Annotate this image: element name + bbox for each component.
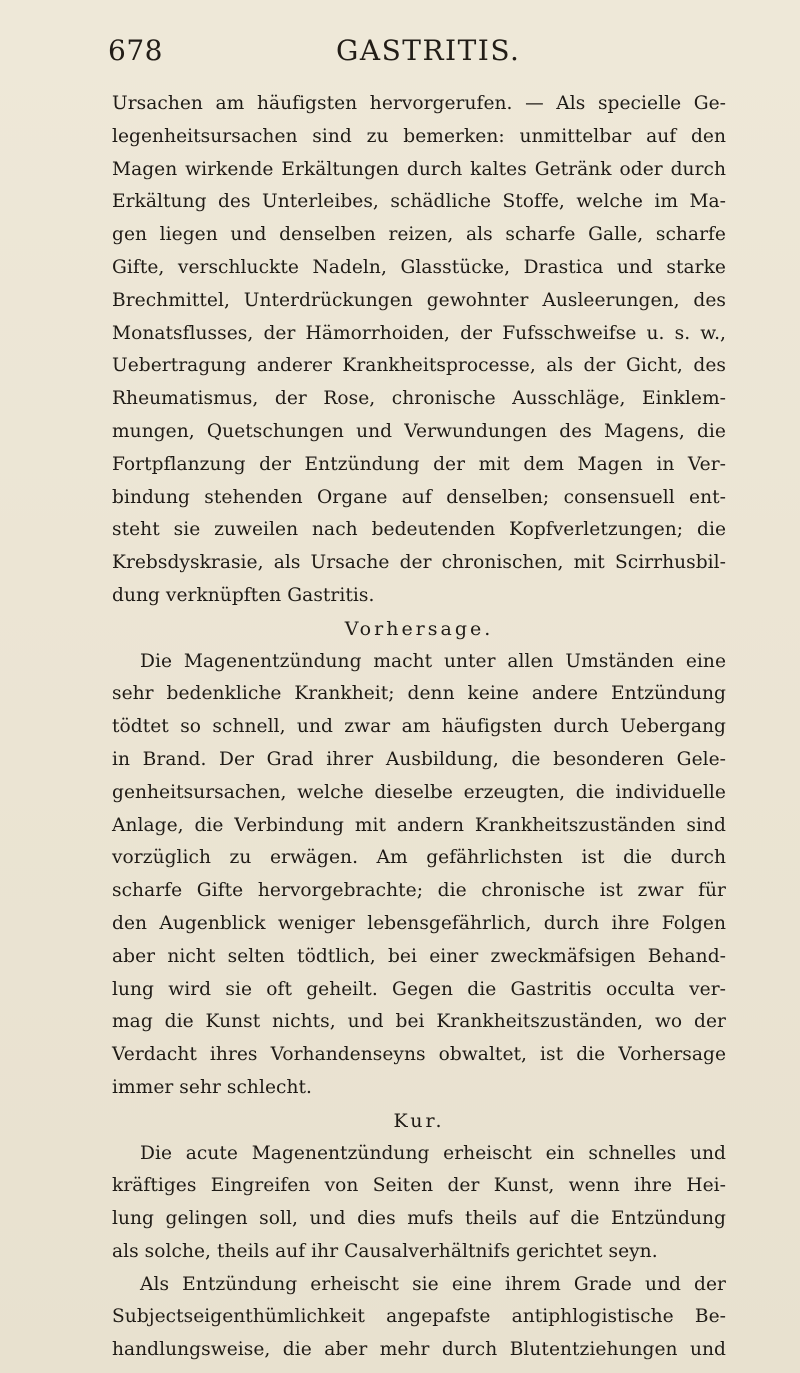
page-number: 678 — [108, 34, 163, 67]
text-line: aber nicht selten tödtlich, bei einer zweckmäfsigen Behand- — [112, 945, 726, 967]
text-line: mungen, Quetschungen und Verwundungen des Magens, die — [112, 420, 726, 442]
text-line: bindung stehenden Organe auf denselben; consensuell ent- — [112, 486, 726, 508]
text-line: handlungsweise, die aber mehr durch Blutentziehungen und — [112, 1339, 726, 1361]
text-line: Subjectseigenthümlichkeit angepafste antiphlogistische Be- — [112, 1306, 726, 1328]
text-line: legenheitsursachen sind zu bemerken: unmittelbar auf den — [112, 125, 726, 147]
text-line: immer sehr schlecht. — [112, 1076, 312, 1098]
text-line: Die Magenentzündung macht unter allen Umständen eine — [140, 650, 726, 672]
text-line: in Brand. Der Grad ihrer Ausbildung, die besonderen Gele- — [112, 748, 726, 770]
text-line: Erkältung des Unterleibes, schädliche Stoffe, welche im Ma- — [112, 191, 726, 213]
text-line: sehr bedenkliche Krankheit; denn keine andere Entzündung — [112, 683, 726, 705]
running-title: GASTRITIS. — [336, 34, 521, 67]
text-line: Brechmittel, Unterdrückungen gewohnter Ausleerungen, des — [112, 289, 726, 311]
text-line: Ursachen am häufigsten hervorgerufen. — Als specielle Ge- — [112, 93, 726, 114]
text-line: Magen wirkende Erkältungen durch kaltes Getränk oder durch — [112, 158, 726, 180]
text-line: Uebertragung anderer Krankheitsprocesse, als der Gicht, des — [112, 355, 726, 377]
text-line: scharfe Gifte hervorgebrachte; die chronische ist zwar für — [112, 880, 726, 902]
text-line: vorzüglich zu erwägen. Am gefährlichsten ist die durch — [112, 847, 726, 869]
text-line: mag die Kunst nichts, und bei Krankheitszuständen, wo der — [112, 1011, 726, 1033]
text-line: Als Entzündung erheischt sie eine ihrem Grade und der — [140, 1273, 726, 1295]
text-line: Gifte, verschluckte Nadeln, Glasstücke, Drastica und starke — [112, 256, 726, 278]
text-line: lung gelingen soll, und dies mufs theils auf die Entzündung — [112, 1208, 726, 1230]
page-header — [0, 34, 800, 74]
text-line: dung verknüpften Gastritis. — [112, 584, 375, 606]
text-line: Fortpflanzung der Entzündung der mit dem Magen in Ver- — [112, 453, 726, 475]
text-line: Verdacht ihres Vorhandenseyns obwaltet, ist die Vorhersage — [112, 1044, 726, 1066]
text-line: Die acute Magenentzündung erheischt ein schnelles und — [140, 1142, 726, 1164]
text-line: Rheumatismus, der Rose, chronische Ausschläge, Einklem- — [112, 388, 726, 410]
text-line: als solche, theils auf ihr Causalverhältnifs gerichtet seyn. — [112, 1240, 658, 1262]
text-line: den Augenblick weniger lebensgefährlich, durch ihre Folgen — [112, 912, 726, 934]
text-line: Anlage, die Verbindung mit andern Krankheitszuständen sind — [112, 814, 726, 836]
text-line: genheitsursachen, welche dieselbe erzeugten, die individuelle — [112, 781, 726, 803]
section-heading: Vorhersage. — [344, 617, 494, 640]
section-heading: Kur. — [393, 1109, 445, 1132]
text-line: Krebsdyskrasie, als Ursache der chronischen, mit Scirrhusbil- — [112, 552, 726, 574]
text-line: gen liegen und denselben reizen, als scharfe Galle, scharfe — [112, 224, 726, 246]
text-line: tödtet so schnell, und zwar am häufigsten durch Uebergang — [112, 716, 726, 738]
text-line: Monatsflusses, der Hämorrhoiden, der Fufsschweifse u. s. w., — [112, 322, 726, 344]
text-line: kräftiges Eingreifen von Seiten der Kunst, wenn ihre Hei- — [112, 1175, 726, 1197]
body-text — [112, 88, 726, 1367]
text-line: steht sie zuweilen nach bedeutenden Kopfverletzungen; die — [112, 519, 726, 541]
text-line: lung wird sie oft geheilt. Gegen die Gastritis occulta ver- — [112, 978, 726, 1000]
